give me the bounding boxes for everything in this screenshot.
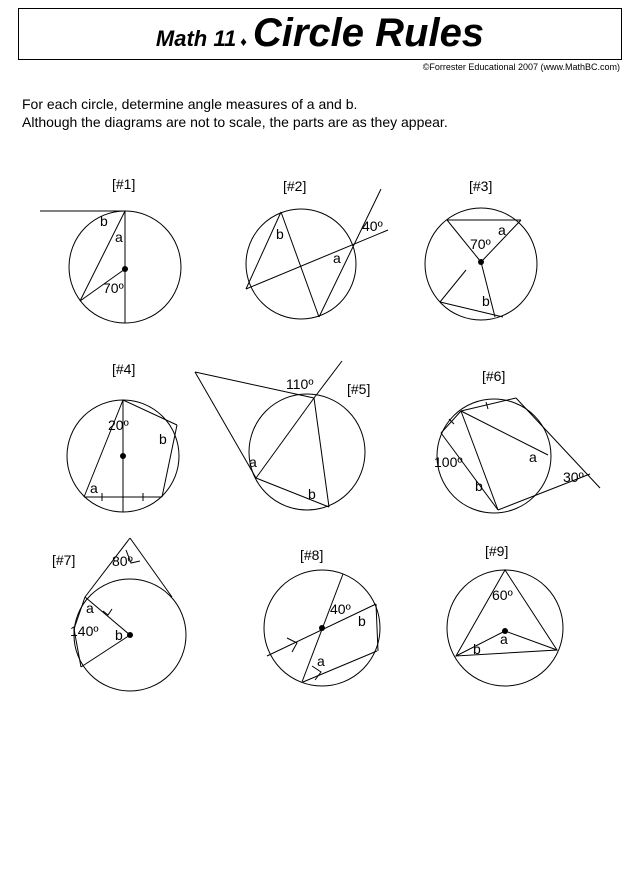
problem-2-chord-1 bbox=[281, 212, 319, 317]
problem-1-label-given: 70º bbox=[103, 280, 124, 296]
problem-7-diagram bbox=[52, 538, 186, 691]
problem-3-label-given: 70º bbox=[470, 236, 491, 252]
problem-2-label-a: a bbox=[333, 250, 341, 266]
problem-3-diagram bbox=[425, 178, 537, 320]
problem-7-label-b: b bbox=[115, 627, 123, 643]
problem-9-diagram bbox=[447, 543, 563, 686]
problem-5-circle bbox=[249, 394, 365, 510]
problem-8-diagram bbox=[264, 547, 380, 686]
problem-6-label-given: 100º bbox=[434, 454, 463, 470]
problem-9-number: [#9] bbox=[485, 543, 509, 559]
problem-1-diagram bbox=[40, 176, 181, 323]
problem-5-number: [#5] bbox=[347, 381, 371, 397]
problem-9-radius-2 bbox=[505, 631, 557, 650]
problem-6-number: [#6] bbox=[482, 368, 506, 384]
problem-3-center bbox=[478, 259, 484, 265]
problem-4-chord-top bbox=[123, 400, 177, 425]
problem-8-label-given: 40º bbox=[330, 601, 351, 617]
problem-1-center bbox=[122, 266, 128, 272]
problem-7-center bbox=[127, 632, 133, 638]
problem-4-label-a: a bbox=[90, 480, 98, 496]
problem-6-label-given2: 30º bbox=[563, 469, 584, 485]
problem-5-label-given: 110º bbox=[286, 376, 314, 392]
diamond-separator: ♦ bbox=[240, 34, 247, 49]
problem-6-chord-left-diag bbox=[461, 411, 498, 510]
problem-7-label-given: 80º bbox=[112, 553, 133, 569]
problem-6-label-b: b bbox=[475, 478, 483, 494]
problem-2-secant-2 bbox=[246, 230, 388, 289]
problem-3-label-b: b bbox=[482, 293, 490, 309]
problem-4-number: [#4] bbox=[112, 361, 136, 377]
instruction-line-1: For each circle, determine angle measures of a and b. bbox=[22, 96, 358, 112]
problem-8-arrow-1 bbox=[287, 638, 297, 652]
problem-4-diagram bbox=[67, 361, 179, 512]
copyright-notice: ©Forrester Educational 2007 (www.MathBC.com) bbox=[422, 62, 620, 72]
problem-8-number: [#8] bbox=[300, 547, 324, 563]
problem-2-label-given: 40º bbox=[362, 218, 383, 234]
problem-3-label-a: a bbox=[498, 222, 506, 238]
problem-9-label-b: b bbox=[473, 641, 481, 657]
problem-9-label-given: 60º bbox=[492, 587, 513, 603]
problem-4-label-b: b bbox=[159, 431, 167, 447]
problem-8-label-b: b bbox=[358, 613, 366, 629]
problem-7-label-a: a bbox=[86, 600, 94, 616]
problem-3-number: [#3] bbox=[469, 178, 493, 194]
problem-8-center bbox=[319, 625, 325, 631]
problem-5-diagram bbox=[195, 361, 370, 510]
problem-5-label-b: b bbox=[308, 486, 316, 502]
problem-4-center bbox=[120, 453, 126, 459]
problem-6-diagram bbox=[434, 368, 600, 513]
problem-2-label-b: b bbox=[276, 226, 284, 242]
problem-2-number: [#2] bbox=[283, 178, 307, 194]
problem-6-chord-lower bbox=[441, 433, 498, 510]
instruction-line-2: Although the diagrams are not to scale, the parts are as they appear. bbox=[22, 114, 448, 130]
problem-5-chord-1 bbox=[256, 398, 314, 478]
problem-5-chord-3 bbox=[256, 478, 329, 507]
problem-3-chord-left bbox=[440, 270, 466, 302]
problem-2-secant-1 bbox=[319, 189, 381, 317]
problem-7-arrow-mark bbox=[103, 609, 112, 615]
problem-7-number: [#7] bbox=[52, 552, 76, 568]
page-title: Circle Rules bbox=[252, 11, 485, 55]
course-label: Math 11 bbox=[155, 26, 237, 51]
problem-1-label-a: a bbox=[115, 229, 123, 245]
problem-6-chord-short bbox=[441, 411, 461, 433]
problem-7-label-given2: 140º bbox=[70, 623, 99, 639]
problem-6-label-a: a bbox=[529, 449, 537, 465]
problem-8-label-a: a bbox=[317, 653, 325, 669]
problem-9-label-a: a bbox=[500, 631, 508, 647]
problem-5-label-a: a bbox=[249, 454, 257, 470]
problem-5-tangent-c bbox=[195, 372, 256, 478]
problem-5-tangent-b bbox=[314, 361, 342, 398]
problem-7-tangent-2 bbox=[130, 538, 172, 597]
problem-2-diagram bbox=[246, 178, 388, 319]
problem-5-chord-2 bbox=[314, 398, 329, 507]
problem-1-number: [#1] bbox=[112, 176, 136, 192]
problem-1-label-b: b bbox=[100, 213, 108, 229]
problem-4-label-given: 20º bbox=[108, 417, 129, 433]
